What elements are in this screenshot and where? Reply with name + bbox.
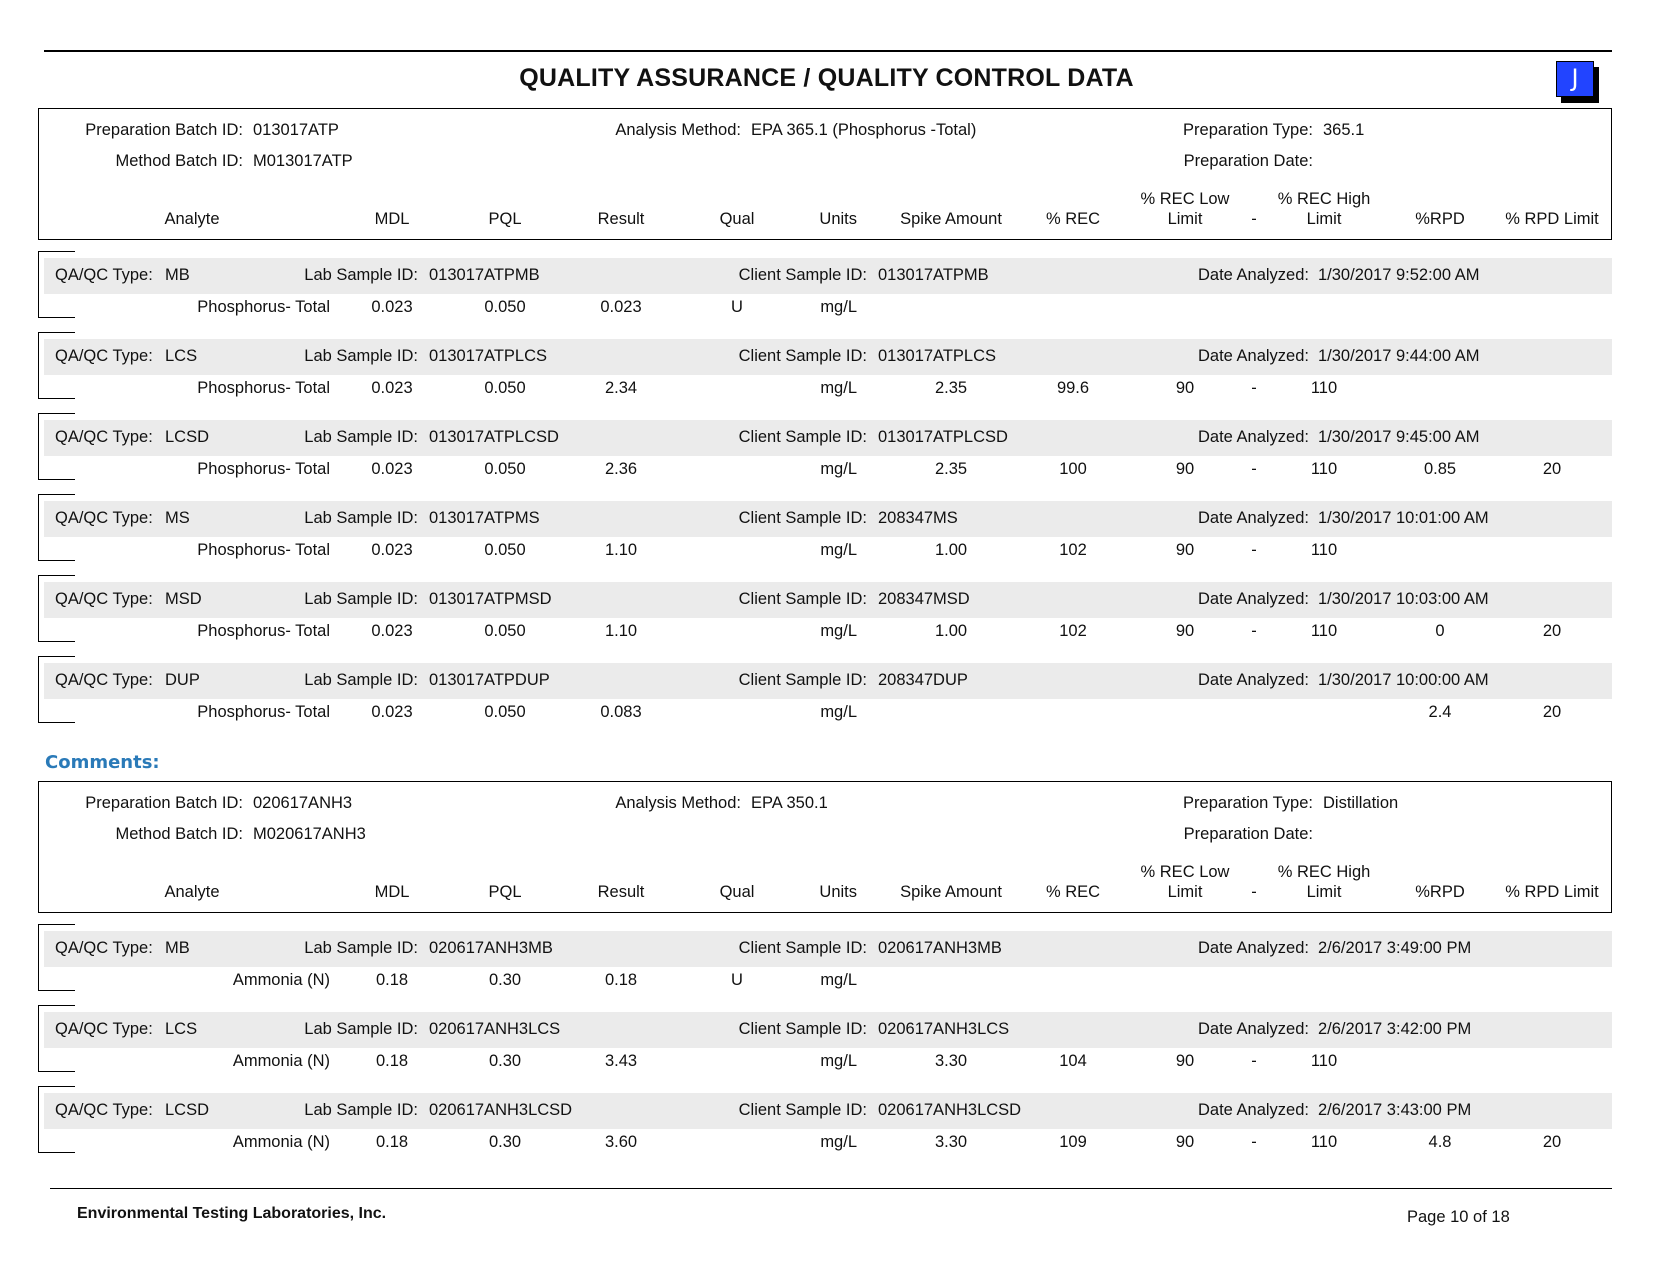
qaqc-type-label: QA/QC Type: (55, 266, 153, 284)
sample-bracket-side (38, 494, 39, 560)
col-header-mdl: MDL (374, 883, 410, 901)
analyte-name: Phosphorus- Total (197, 379, 330, 397)
date-analyzed-label: Date Analyzed: (1198, 509, 1309, 527)
prep-type-value: 365.1 (1323, 121, 1365, 139)
spike-value: 1.00 (934, 541, 968, 559)
qaqc-type-value: MSD (165, 590, 202, 608)
rec-low-value: 90 (1175, 379, 1195, 397)
rec-high-value: 110 (1310, 622, 1338, 640)
sample-bracket-bottom (38, 990, 75, 991)
sample-bracket-side (38, 1005, 39, 1071)
qual-value: U (731, 298, 743, 316)
mdl-value: 0.023 (371, 379, 413, 397)
col-header-qual: Qual (719, 210, 755, 228)
pql-value: 0.050 (484, 460, 526, 478)
col-header-mdl: MDL (374, 210, 410, 228)
lab-sample-id: 013017ATPDUP (429, 671, 550, 689)
method-batch-id: M013017ATP (253, 152, 353, 170)
rec-low-value: 90 (1175, 541, 1195, 559)
qaqc-type-value: LCS (165, 347, 198, 365)
lab-sample-label: Lab Sample ID: (304, 590, 418, 608)
date-analyzed-value: 1/30/2017 10:03:00 AM (1318, 590, 1489, 608)
rpd-limit-value: 20 (1542, 1133, 1562, 1151)
prep-batch-id: 013017ATP (253, 121, 339, 139)
lab-sample-id: 020617ANH3LCS (429, 1020, 561, 1038)
col-header-dash: - (1251, 883, 1257, 901)
mdl-value: 0.023 (371, 541, 413, 559)
rec-high-value: 110 (1310, 460, 1338, 478)
prep-type-value: Distillation (1323, 794, 1399, 812)
date-analyzed-value: 2/6/2017 3:42:00 PM (1318, 1020, 1472, 1038)
col-header-dash: - (1251, 210, 1257, 228)
spike-value: 2.35 (934, 460, 968, 478)
lab-sample-label: Lab Sample ID: (304, 347, 418, 365)
footer-page-number: Page 10 of 18 (1407, 1208, 1510, 1226)
client-sample-id: 208347MSD (878, 590, 970, 608)
sample-bracket-top (38, 656, 75, 657)
rec-value: 102 (1059, 541, 1087, 559)
qaqc-type-value: LCSD (165, 1101, 210, 1119)
sample-bracket-top (38, 251, 75, 252)
dash-value: - (1251, 379, 1257, 397)
mdl-value: 0.18 (375, 1133, 409, 1151)
units-value: mg/L (820, 460, 857, 478)
mdl-value: 0.023 (371, 622, 413, 640)
col-header-result: Result (597, 210, 645, 228)
qaqc-type-value: LCS (165, 1020, 198, 1038)
sample-bracket-bottom (38, 641, 75, 642)
col-header-rec-high-1: % REC High (1277, 863, 1371, 881)
col-header-rec-low-1: % REC Low (1140, 863, 1230, 881)
units-value: mg/L (820, 1052, 857, 1070)
col-header-rec-low-1: % REC Low (1140, 190, 1230, 208)
rec-high-value: 110 (1310, 379, 1338, 397)
rec-low-value: 90 (1175, 1052, 1195, 1070)
sample-bracket-side (38, 251, 39, 317)
sample-bracket-side (38, 1086, 39, 1152)
client-sample-id: 020617ANH3LCSD (878, 1101, 1022, 1119)
prep-type-label: Preparation Type: (1183, 121, 1313, 139)
analysis-method-value: EPA 365.1 (Phosphorus -Total) (751, 121, 977, 139)
analysis-method-value: EPA 350.1 (751, 794, 828, 812)
client-sample-id: 208347MS (878, 509, 958, 527)
sample-bracket-top (38, 924, 75, 925)
date-analyzed-value: 1/30/2017 10:00:00 AM (1318, 671, 1489, 689)
client-sample-label: Client Sample ID: (738, 266, 867, 284)
analyte-name: Phosphorus- Total (197, 541, 330, 559)
method-batch-label: Method Batch ID: (115, 825, 243, 843)
dash-value: - (1251, 541, 1257, 559)
sample-bracket-side (38, 575, 39, 641)
client-sample-id: 013017ATPLCS (878, 347, 997, 365)
result-value: 0.023 (600, 298, 642, 316)
analyte-name: Ammonia (N) (232, 1133, 330, 1151)
date-analyzed-value: 1/30/2017 9:44:00 AM (1318, 347, 1480, 365)
rec-value: 109 (1059, 1133, 1087, 1151)
qual-value: U (731, 971, 743, 989)
dash-value: - (1251, 460, 1257, 478)
lab-sample-label: Lab Sample ID: (304, 671, 418, 689)
analyte-name: Ammonia (N) (232, 1052, 330, 1070)
qaqc-type-label: QA/QC Type: (55, 1101, 153, 1119)
col-header-rpd: %RPD (1415, 210, 1465, 228)
spike-value: 3.30 (934, 1052, 968, 1070)
date-analyzed-value: 1/30/2017 9:52:00 AM (1318, 266, 1480, 284)
client-sample-label: Client Sample ID: (738, 347, 867, 365)
date-analyzed-label: Date Analyzed: (1198, 428, 1309, 446)
result-value: 2.34 (604, 379, 638, 397)
col-header-units: Units (819, 883, 857, 901)
analysis-method-label: Analysis Method: (615, 794, 741, 812)
sample-bracket-side (38, 413, 39, 479)
analyte-name: Phosphorus- Total (197, 622, 330, 640)
col-header-rec: % REC (1045, 883, 1101, 901)
col-header-rec-low-2: Limit (1167, 883, 1203, 901)
sample-bracket-top (38, 1005, 75, 1006)
col-header-rec: % REC (1045, 210, 1101, 228)
sample-bracket-bottom (38, 560, 75, 561)
units-value: mg/L (820, 971, 857, 989)
rec-low-value: 90 (1175, 1133, 1195, 1151)
qaqc-type-label: QA/QC Type: (55, 671, 153, 689)
lab-sample-label: Lab Sample ID: (304, 428, 418, 446)
col-header-spike: Spike Amount (900, 883, 1002, 901)
sample-bracket-top (38, 494, 75, 495)
sample-bracket-side (38, 656, 39, 722)
date-analyzed-value: 2/6/2017 3:49:00 PM (1318, 939, 1472, 957)
client-sample-label: Client Sample ID: (738, 1020, 867, 1038)
col-header-analyte: Analyte (164, 883, 220, 901)
sample-bracket-side (38, 924, 39, 990)
sample-bracket-top (38, 1086, 75, 1087)
date-analyzed-value: 1/30/2017 10:01:00 AM (1318, 509, 1489, 527)
rpd-limit-value: 20 (1542, 703, 1562, 721)
col-header-spike: Spike Amount (900, 210, 1002, 228)
method-batch-label: Method Batch ID: (115, 152, 243, 170)
qaqc-type-label: QA/QC Type: (55, 347, 153, 365)
client-sample-label: Client Sample ID: (738, 590, 867, 608)
rec-value: 104 (1059, 1052, 1087, 1070)
lab-sample-label: Lab Sample ID: (304, 509, 418, 527)
client-sample-id: 013017ATPLCSD (878, 428, 1008, 446)
col-header-rec-high-2: Limit (1306, 883, 1342, 901)
method-batch-id: M020617ANH3 (253, 825, 366, 843)
col-header-units: Units (819, 210, 857, 228)
lab-sample-id: 013017ATPLCS (429, 347, 548, 365)
qaqc-type-value: DUP (165, 671, 200, 689)
comments-label: Comments: (45, 752, 160, 773)
rec-value: 99.6 (1056, 379, 1090, 397)
lab-sample-id: 020617ANH3LCSD (429, 1101, 573, 1119)
rpd-value: 4.8 (1428, 1133, 1452, 1151)
client-sample-id: 020617ANH3LCS (878, 1020, 1010, 1038)
client-sample-label: Client Sample ID: (738, 428, 867, 446)
top-rule (44, 50, 1612, 52)
col-header-qual: Qual (719, 883, 755, 901)
pql-value: 0.050 (484, 379, 526, 397)
rec-high-value: 110 (1310, 541, 1338, 559)
col-header-pql: PQL (488, 210, 522, 228)
result-value: 3.43 (604, 1052, 638, 1070)
client-sample-label: Client Sample ID: (738, 1101, 867, 1119)
lab-sample-id: 013017ATPMSD (429, 590, 552, 608)
date-analyzed-label: Date Analyzed: (1198, 590, 1309, 608)
spike-value: 3.30 (934, 1133, 968, 1151)
col-header-analyte: Analyte (164, 210, 220, 228)
analyte-name: Phosphorus- Total (197, 298, 330, 316)
result-value: 1.10 (604, 622, 638, 640)
col-header-result: Result (597, 883, 645, 901)
result-value: 0.18 (604, 971, 638, 989)
dash-value: - (1251, 1052, 1257, 1070)
analyte-name: Phosphorus- Total (197, 460, 330, 478)
qaqc-type-value: MB (165, 939, 190, 957)
prep-date-label: Preparation Date: (1183, 825, 1313, 843)
rec-low-value: 90 (1175, 460, 1195, 478)
rpd-value: 0.85 (1423, 460, 1457, 478)
dash-value: - (1251, 622, 1257, 640)
rec-value: 102 (1059, 622, 1087, 640)
client-sample-id: 013017ATPMB (878, 266, 989, 284)
qaqc-type-label: QA/QC Type: (55, 939, 153, 957)
units-value: mg/L (820, 622, 857, 640)
qaqc-type-value: MB (165, 266, 190, 284)
prep-date-label: Preparation Date: (1183, 152, 1313, 170)
date-analyzed-label: Date Analyzed: (1198, 939, 1309, 957)
units-value: mg/L (820, 1133, 857, 1151)
date-analyzed-label: Date Analyzed: (1198, 671, 1309, 689)
analyte-name: Ammonia (N) (232, 971, 330, 989)
date-analyzed-label: Date Analyzed: (1198, 266, 1309, 284)
qaqc-type-label: QA/QC Type: (55, 1020, 153, 1038)
rpd-value: 0 (1435, 622, 1445, 640)
rpd-limit-value: 20 (1542, 460, 1562, 478)
dash-value: - (1251, 1133, 1257, 1151)
prep-type-label: Preparation Type: (1183, 794, 1313, 812)
pql-value: 0.050 (484, 541, 526, 559)
client-sample-id: 208347DUP (878, 671, 968, 689)
sample-bracket-bottom (38, 722, 75, 723)
lab-sample-id: 013017ATPMB (429, 266, 540, 284)
col-header-rpd-limit: % RPD Limit (1505, 883, 1599, 901)
units-value: mg/L (820, 703, 857, 721)
pql-value: 0.30 (488, 971, 522, 989)
rpd-limit-value: 20 (1542, 622, 1562, 640)
sample-bracket-side (38, 332, 39, 398)
pql-value: 0.050 (484, 703, 526, 721)
spike-value: 1.00 (934, 622, 968, 640)
j-flag-badge: J (1556, 61, 1594, 97)
rec-high-value: 110 (1310, 1133, 1338, 1151)
footer-rule (50, 1188, 1612, 1189)
client-sample-id: 020617ANH3MB (878, 939, 1002, 957)
qaqc-type-label: QA/QC Type: (55, 590, 153, 608)
col-header-rpd-limit: % RPD Limit (1505, 210, 1599, 228)
client-sample-label: Client Sample ID: (738, 509, 867, 527)
analysis-method-label: Analysis Method: (615, 121, 741, 139)
date-analyzed-label: Date Analyzed: (1198, 1020, 1309, 1038)
date-analyzed-value: 2/6/2017 3:43:00 PM (1318, 1101, 1472, 1119)
rec-high-value: 110 (1310, 1052, 1338, 1070)
pql-value: 0.30 (488, 1052, 522, 1070)
result-value: 2.36 (604, 460, 638, 478)
qaqc-type-label: QA/QC Type: (55, 509, 153, 527)
lab-sample-label: Lab Sample ID: (304, 266, 418, 284)
qaqc-type-value: MS (165, 509, 190, 527)
pql-value: 0.30 (488, 1133, 522, 1151)
col-header-rec-high-1: % REC High (1277, 190, 1371, 208)
prep-batch-id: 020617ANH3 (253, 794, 353, 812)
mdl-value: 0.18 (375, 971, 409, 989)
rec-value: 100 (1059, 460, 1087, 478)
sample-bracket-top (38, 413, 75, 414)
col-header-rpd: %RPD (1415, 883, 1465, 901)
lab-sample-id: 013017ATPMS (429, 509, 540, 527)
result-value: 1.10 (604, 541, 638, 559)
client-sample-label: Client Sample ID: (738, 939, 867, 957)
col-header-rec-low-2: Limit (1167, 210, 1203, 228)
lab-sample-label: Lab Sample ID: (304, 939, 418, 957)
date-analyzed-label: Date Analyzed: (1198, 1101, 1309, 1119)
prep-batch-label: Preparation Batch ID: (85, 121, 243, 139)
col-header-rec-high-2: Limit (1306, 210, 1342, 228)
lab-sample-id: 013017ATPLCSD (429, 428, 559, 446)
prep-batch-label: Preparation Batch ID: (85, 794, 243, 812)
sample-bracket-bottom (38, 1071, 75, 1072)
mdl-value: 0.023 (371, 460, 413, 478)
analyte-name: Phosphorus- Total (197, 703, 330, 721)
mdl-value: 0.023 (371, 703, 413, 721)
units-value: mg/L (820, 298, 857, 316)
result-value: 0.083 (600, 703, 642, 721)
sample-bracket-bottom (38, 317, 75, 318)
mdl-value: 0.023 (371, 298, 413, 316)
sample-bracket-top (38, 332, 75, 333)
sample-bracket-bottom (38, 1152, 75, 1153)
qaqc-type-value: LCSD (165, 428, 210, 446)
col-header-pql: PQL (488, 883, 522, 901)
mdl-value: 0.18 (375, 1052, 409, 1070)
lab-sample-label: Lab Sample ID: (304, 1020, 418, 1038)
lab-sample-label: Lab Sample ID: (304, 1101, 418, 1119)
sample-bracket-bottom (38, 398, 75, 399)
spike-value: 2.35 (934, 379, 968, 397)
rpd-value: 2.4 (1428, 703, 1452, 721)
date-analyzed-label: Date Analyzed: (1198, 347, 1309, 365)
pql-value: 0.050 (484, 298, 526, 316)
client-sample-label: Client Sample ID: (738, 671, 867, 689)
date-analyzed-value: 1/30/2017 9:45:00 AM (1318, 428, 1480, 446)
footer-company: Environmental Testing Laboratories, Inc. (77, 1205, 387, 1222)
units-value: mg/L (820, 541, 857, 559)
lab-sample-id: 020617ANH3MB (429, 939, 553, 957)
sample-bracket-bottom (38, 479, 75, 480)
qaqc-type-label: QA/QC Type: (55, 428, 153, 446)
result-value: 3.60 (604, 1133, 638, 1151)
sample-bracket-top (38, 575, 75, 576)
page-title: QUALITY ASSURANCE / QUALITY CONTROL DATA (519, 64, 1134, 92)
pql-value: 0.050 (484, 622, 526, 640)
rec-low-value: 90 (1175, 622, 1195, 640)
units-value: mg/L (820, 379, 857, 397)
